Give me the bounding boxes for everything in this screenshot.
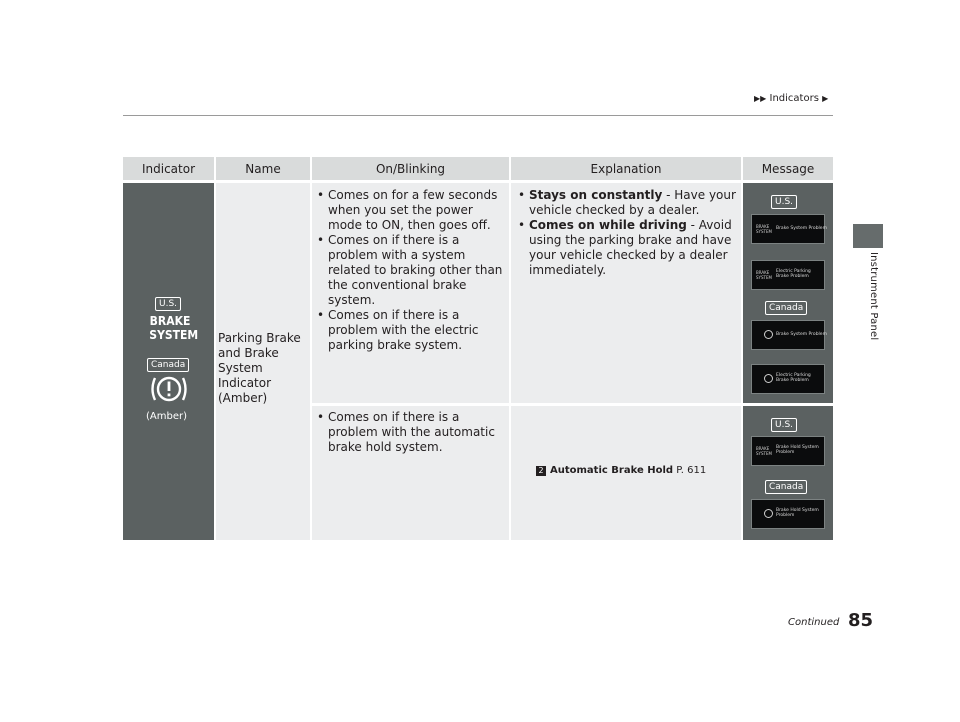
message-screen xyxy=(751,499,825,529)
col-header-message: Message xyxy=(743,157,833,180)
region-badge-us: U.S. xyxy=(771,195,797,209)
message-brake-symbol: BRAKE SYSTEM xyxy=(756,446,772,456)
col-header-indicator: Indicator xyxy=(123,157,214,180)
explanation-term: Comes on while driving xyxy=(529,218,687,232)
message-text: Brake System Problem xyxy=(776,332,827,337)
chapter-label: Instrument Panel xyxy=(868,252,879,341)
xref-title: Automatic Brake Hold xyxy=(550,465,674,476)
message-text: Electric Parking Brake Problem xyxy=(776,269,811,279)
message-screen xyxy=(751,364,825,394)
on-blinking-list-1 xyxy=(316,188,506,353)
region-badge-us: U.S. xyxy=(771,418,797,432)
message-cell-2 xyxy=(743,406,833,540)
col-header-name: Name xyxy=(216,157,310,180)
on-blinking-cell-1 xyxy=(312,183,509,403)
region-badge-canada: Canada xyxy=(765,480,807,494)
indicator-name: Parking Brake and Brake System Indicator (Amber) xyxy=(218,331,301,405)
brake-warning-icon xyxy=(764,374,773,383)
breadcrumb xyxy=(754,93,828,104)
message-text: Brake Hold System Problem xyxy=(776,508,819,518)
message-text: Electric Parking Brake Problem xyxy=(776,373,811,383)
chapter-tab xyxy=(853,224,883,248)
message-screen xyxy=(751,320,825,350)
region-badge-canada: Canada xyxy=(765,301,807,315)
list-item: • Comes on if there is a problem with the automatic brake hold system. xyxy=(316,410,501,455)
message-brake-symbol: BRAKE SYSTEM xyxy=(756,270,772,280)
region-badge-us: U.S. xyxy=(155,297,181,311)
brake-warning-icon xyxy=(150,372,188,406)
list-item xyxy=(517,188,737,218)
explanation-term: Stays on constantly xyxy=(529,188,663,202)
continued-label: Continued xyxy=(788,617,840,628)
message-text: Brake System Problem xyxy=(776,226,827,231)
xref-page: P. 611 xyxy=(676,465,707,476)
message-screen xyxy=(751,436,825,466)
col-header-on-blinking: On/Blinking xyxy=(312,157,509,180)
page-number: 85 xyxy=(848,610,874,631)
message-screen xyxy=(751,214,825,244)
message-text: Brake Hold System Problem xyxy=(776,445,819,455)
region-badge-canada: Canada xyxy=(147,358,189,372)
list-item xyxy=(517,218,737,278)
explanation-cell-1 xyxy=(511,183,741,403)
indicator-color-note: (Amber) xyxy=(146,411,187,422)
breadcrumb-label: Indicators xyxy=(769,93,819,104)
breadcrumb-arrow-icon: ▶ xyxy=(822,94,829,103)
explanation-text: - Avoid using the parking brake and have your vehicle checked by a dealer immediately. xyxy=(529,218,732,277)
explanation-text: - Have your vehicle checked by a dealer. xyxy=(529,188,736,217)
table-header xyxy=(123,157,833,180)
message-screen xyxy=(751,260,825,290)
on-blinking-list-2 xyxy=(316,410,501,455)
brake-system-symbol: BRAKE SYSTEM xyxy=(149,314,199,342)
col-header-explanation: Explanation xyxy=(511,157,741,180)
message-brake-symbol: BRAKE SYSTEM xyxy=(756,224,772,234)
cross-reference-link[interactable] xyxy=(536,465,706,476)
header-divider xyxy=(123,115,833,116)
list-item: • Comes on if there is a problem with the electric parking brake system. xyxy=(316,308,506,353)
brake-warning-icon xyxy=(764,509,773,518)
breadcrumb-arrow-icon: ▶▶ xyxy=(754,94,767,103)
brake-warning-icon xyxy=(764,330,773,339)
explanation-list-1 xyxy=(517,188,737,278)
reference-arrow-icon: 2 xyxy=(536,466,546,476)
message-cell-1 xyxy=(743,183,833,403)
list-item: • Comes on if there is a problem with a system related to braking other than the conventional brake system. xyxy=(316,233,506,308)
on-blinking-cell-2 xyxy=(312,406,509,540)
list-item: • Comes on for a few seconds when you set the power mode to ON, then goes off. xyxy=(316,188,506,233)
